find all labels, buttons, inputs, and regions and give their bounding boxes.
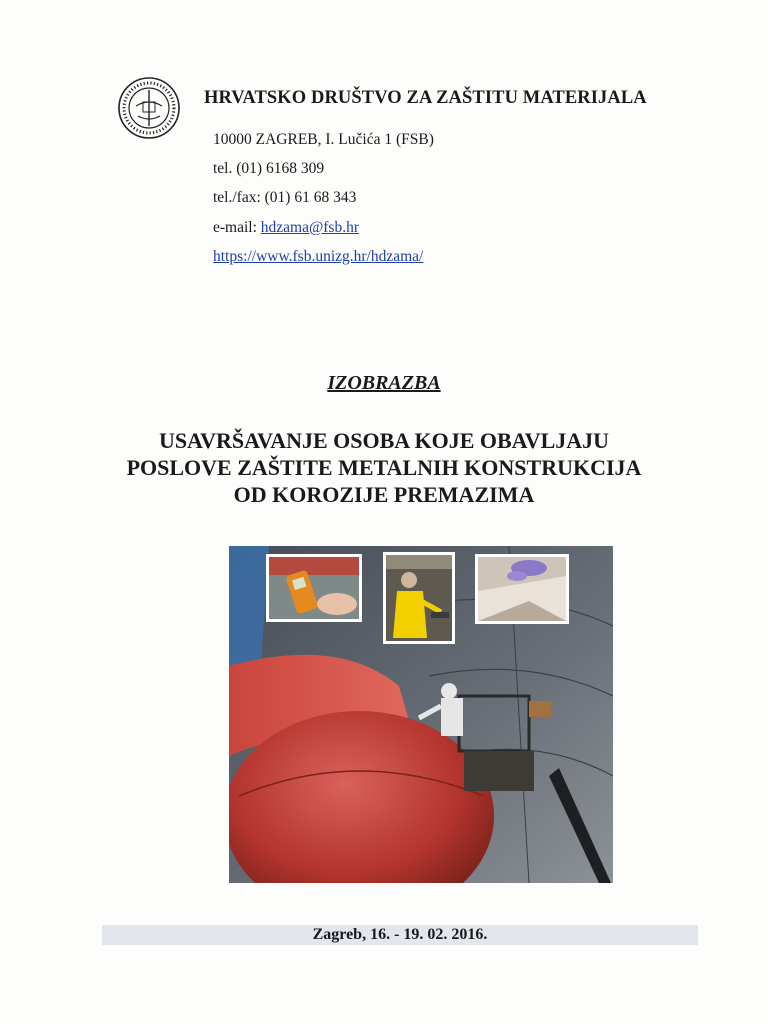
worker-figure <box>441 683 457 699</box>
inset-photo-worker <box>383 552 455 644</box>
document-title-line-2: POSLOVE ZAŠTITE METALNIH KONSTRUKCIJA <box>126 455 642 480</box>
cover-photo <box>229 546 613 883</box>
inset-photo-meter <box>266 554 362 622</box>
email-link[interactable]: hdzama@fsb.hr <box>260 219 359 236</box>
website-link[interactable]: https://www.fsb.unizg.hr/hdzama/ <box>213 248 424 265</box>
document-subtitle: IZOBRAZBA <box>327 372 441 394</box>
address: 10000 ZAGREB, I. Lučića 1 (FSB) <box>213 131 434 148</box>
inset-photo-surface <box>475 554 569 624</box>
organization-name: HRVATSKO DRUŠTVO ZA ZAŠTITU MATERIJALA <box>204 88 647 108</box>
email-label: e-mail: <box>213 219 261 236</box>
society-logo <box>112 76 186 140</box>
website-line <box>213 248 423 266</box>
email-line <box>213 219 359 237</box>
event-date-location: Zagreb, 16. - 19. 02. 2016. <box>312 926 488 943</box>
telephone: tel. (01) 6168 309 <box>213 160 325 177</box>
document-title-line-1: USAVRŠAVANJE OSOBA KOJE OBAVLJAJU <box>158 428 610 453</box>
document-title-line-3: OD KOROZIJE PREMAZIMA <box>233 482 535 507</box>
telephone-fax: tel./fax: (01) 61 68 343 <box>213 189 357 206</box>
